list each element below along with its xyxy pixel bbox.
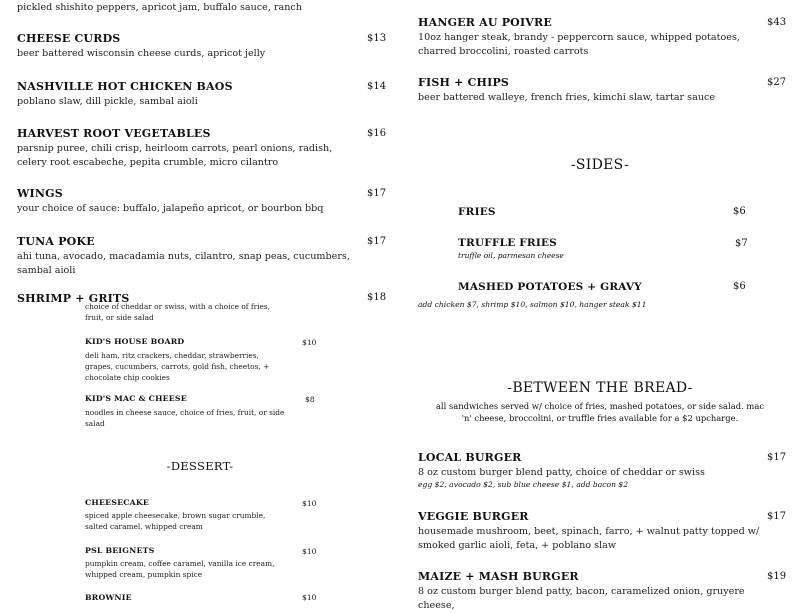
addons-note: add chicken $7, shrimp $10, salmon $10, hanger steak $11 — [418, 300, 647, 309]
item-description: pumpkin cream, coffee caramel, vanilla ice cream, whipped cream, pumpkin spice — [85, 559, 275, 579]
item-description: choice of cheddar or swiss, with a choice of fries, fruit, or side salad — [85, 302, 271, 322]
section-title: -SIDES- — [570, 157, 630, 173]
menu-item-name: TRUFFLE FRIES — [458, 237, 557, 249]
menu-item-price: $10 — [302, 499, 317, 508]
menu-item-price: $16 — [367, 128, 387, 139]
menu-item-price: $7 — [735, 238, 748, 249]
menu-item-name: BROWNIE — [85, 593, 132, 602]
menu-item-price: $17 — [367, 188, 387, 199]
menu-item-price: $10 — [302, 338, 317, 347]
item-description: pickled shishito peppers, apricot jam, buffalo sauce, ranch — [17, 2, 302, 13]
item-description: noodles in cheese sauce, choice of fries, fruit, or side salad — [85, 408, 285, 428]
menu-item-name: PSL BEIGNETS — [85, 546, 155, 555]
section-title: -BETWEEN THE BREAD- — [507, 380, 693, 396]
menu-item-price: $10 — [302, 547, 317, 556]
item-description: deli ham, ritz crackers, cheddar, strawberries, grapes, cucumbers, carrots, gold fish, cheetos, + chocolate chip cookies — [85, 351, 270, 382]
clipped-item — [85, 593, 325, 600]
item-description: poblano slaw, dill pickle, sambal aioli — [17, 96, 198, 107]
menu-item-name: FRIES — [458, 206, 496, 218]
menu-item-price: $17 — [367, 236, 387, 247]
menu-item-price: $10 — [302, 593, 317, 602]
section-subtitle: all sandwiches served w/ choice of fries, mashed potatoes, or side salad. mac 'n' cheese, broccolini, or truffle fries available for a $2 upcharge. — [435, 401, 765, 423]
menu-item-name: KID'S HOUSE BOARD — [85, 337, 185, 346]
menu-item-name: MASHED POTATOES + GRAVY — [458, 281, 642, 293]
item-description: beer battered wisconsin cheese curds, apricot jelly — [17, 48, 266, 59]
item-description: ahi tuna, avocado, macadamia nuts, cilantro, snap peas, cucumbers, sambal aioli — [17, 251, 350, 276]
menu-item-name: TUNA POKE — [17, 235, 95, 248]
menu-item-price: $18 — [367, 292, 387, 303]
menu-item-name: SHRIMP + GRITS — [17, 292, 130, 305]
menu-item-name: LOCAL BURGER — [418, 451, 522, 464]
menu-item-name: MAIZE + MASH BURGER — [418, 570, 579, 583]
menu-item-price: $8 — [305, 395, 315, 404]
menu-item-name: HARVEST ROOT VEGETABLES — [17, 127, 211, 140]
section-title: -DESSERT- — [166, 459, 234, 473]
item-description: beer battered walleye, french fries, kimchi slaw, tartar sauce — [418, 92, 716, 103]
item-note: truffle oil, parmesan cheese — [458, 251, 564, 260]
menu-item-name: CHEESE CURDS — [17, 32, 121, 45]
menu-item-price: $17 — [767, 511, 787, 522]
item-description: spiced apple cheesecake, brown sugar crumble, salted caramel, whipped cream — [85, 511, 266, 531]
clipped-item — [17, 292, 387, 305]
menu-item-price: $27 — [767, 77, 787, 88]
menu-item-name: FISH + CHIPS — [418, 76, 510, 89]
menu-item-name: WINGS — [17, 187, 63, 200]
menu-item-name: CHEESECAKE — [85, 498, 150, 507]
item-description: your choice of sauce: buffalo, jalapeño apricot, or bourbon bbq — [17, 203, 324, 214]
menu-item-price: $43 — [767, 17, 787, 28]
item-description: 8 oz custom burger blend patty, bacon, caramelized onion, gruyere cheese, — [418, 586, 745, 611]
menu-item-name: VEGGIE BURGER — [418, 510, 529, 523]
menu-item-name: KID'S MAC & CHEESE — [85, 394, 187, 403]
item-description: parsnip puree, chili crisp, heirloom carrots, pearl onions, radish, celery root escabeche, pepita crumble, micro cilantro — [17, 143, 333, 168]
menu-item-price: $17 — [767, 452, 787, 463]
menu-item-name: NASHVILLE HOT CHICKEN BAOS — [17, 80, 233, 93]
item-description: 10oz hanger steak, brandy - peppercorn sauce, whipped potatoes, charred broccolini, roasted carrots — [418, 32, 740, 57]
menu-item-price: $13 — [367, 33, 387, 44]
item-description: 8 oz custom burger blend patty, choice of cheddar or swiss — [418, 467, 705, 478]
item-description: housemade mushroom, beet, spinach, farro, + walnut patty topped w/ smoked garlic aioli, feta, + poblano slaw — [418, 526, 760, 551]
menu-item-price: $6 — [733, 206, 746, 217]
menu-item-price: $14 — [367, 81, 387, 92]
menu-item-price: $6 — [733, 281, 746, 292]
menu-item-name: HANGER AU POIVRE — [418, 16, 552, 29]
item-note: egg $2, avocado $2, sub blue cheese $1, add bacon $2 — [418, 480, 629, 489]
menu-item-price: $19 — [767, 571, 787, 582]
